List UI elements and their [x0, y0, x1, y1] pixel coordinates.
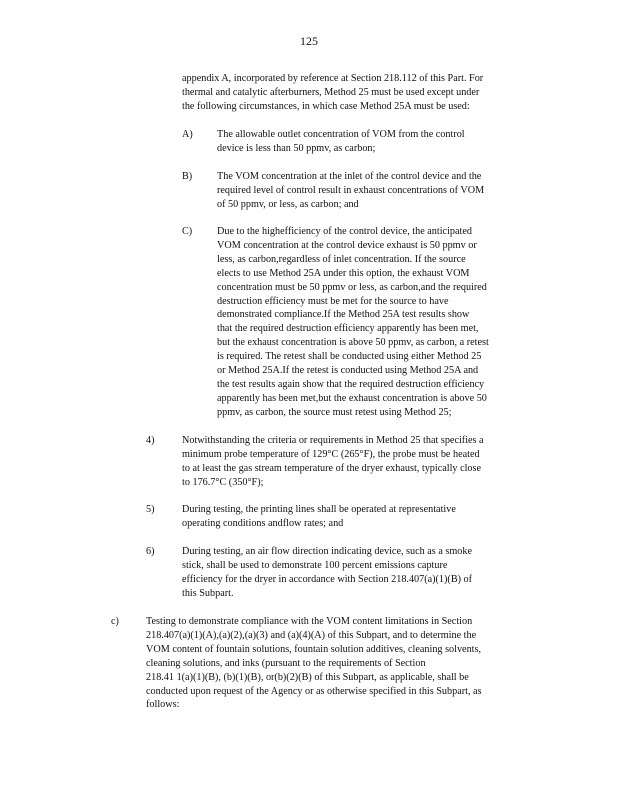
text-line: to at least the gas stream temperature of the dryer exhaust, typically close [182, 462, 482, 474]
text-line: stick, shall be used to demonstrate 100 percent emissions capture [182, 559, 448, 571]
text-line: conducted upon request of the Agency or as otherwise specified in this Subpart, as [146, 685, 482, 697]
text-line: operating conditions andflow rates; and [182, 517, 344, 529]
text-line: demonstrated compliance.If the Method 25A test results show [217, 309, 470, 321]
text-line: Notwithstanding the criteria or requirements in Method 25 that specifies a [182, 435, 484, 446]
page-number: 125 [300, 34, 318, 48]
text-line: but the exhaust concentration is above 50 ppmv, as carbon, a retest [217, 337, 489, 349]
intro-paragraph [182, 72, 538, 114]
item-c-section-text [146, 615, 536, 712]
text-line: elects to use Method 25A under this option, the exhaust VOM [217, 267, 470, 279]
item-4-text [182, 434, 540, 490]
text-line: Due to the highefficiency of the control device, the anticipated [217, 226, 472, 237]
text-line: the following circumstances, in which case Method 25A must be used: [182, 100, 470, 112]
text-line: ppmv, as carbon, the source must retest using Method 25; [217, 406, 452, 418]
text-line: During testing, an air flow direction indicating device, such as a smoke [182, 546, 472, 557]
text-line: this Subpart. [182, 587, 234, 599]
text-line: appendix A, incorporated by reference at Section 218.112 of this Part. For [182, 73, 484, 84]
item-6-text [182, 545, 527, 601]
text-line: that the required destruction efficiency apparently has been met, [217, 323, 479, 335]
text-line: thermal and catalytic afterburners, Method 25 must be used except under [182, 86, 480, 98]
text-line: required level of control result in exhaust concentrations of VOM [217, 184, 485, 196]
item-b-text [217, 170, 530, 212]
item-a-text [217, 128, 507, 156]
text-line: or Method 25A.If the retest is conducted using Method 25A and [217, 365, 479, 377]
text-line: cleaning solutions, and inks (pursuant to the requirements of Section [146, 657, 426, 669]
item-5-text [182, 503, 502, 531]
text-line: of 50 ppmv, or less, as carbon; and [217, 198, 359, 210]
item-label-c: C) [182, 226, 193, 237]
text-line: 218.407(a)(1)(A),(a)(2),(a)(3) and (a)(4)(A) of this Subpart, and to determine the [146, 629, 477, 641]
item-label-c-section: c) [111, 616, 119, 627]
text-line: concentration must be 50 ppmv or less, as carbon,and the required [217, 281, 487, 293]
text-line: to 176.7°C (350°F); [182, 476, 264, 488]
item-label-b: B) [182, 171, 193, 182]
text-line: is required. The retest shall be conducted using either Method 25 [217, 351, 482, 363]
item-c-text [217, 225, 539, 420]
item-label-5: 5) [146, 504, 155, 515]
text-line: destruction efficiency must be met for the source to have [217, 295, 449, 307]
item-label-a: A) [182, 129, 193, 140]
text-line: Testing to demonstrate compliance with the VOM content limitations in Section [146, 616, 473, 627]
text-line: The VOM concentration at the inlet of the control device and the [217, 171, 482, 182]
text-line: less, as carbon,regardless of inlet concentration. If the source [217, 253, 466, 265]
text-line: efficiency for the dryer in accordance with Section 218.407(a)(1)(B) of [182, 573, 473, 585]
text-line: device is less than 50 ppmv, as carbon; [217, 142, 376, 154]
text-line: 218.41 1(a)(1)(B), (b)(1)(B), or(b)(2)(B) of this Subpart, as applicable, shall be [146, 671, 469, 683]
item-label-4: 4) [146, 435, 155, 446]
text-line: the test results again show that the required destruction efficiency [217, 378, 485, 390]
text-line: VOM content of fountain solutions, fountain solution additives, cleaning solvents, [146, 643, 482, 655]
text-line: VOM concentration at the control device exhaust is 50 ppmv or [217, 239, 477, 251]
item-label-6: 6) [146, 546, 155, 557]
text-line: The allowable outlet concentration of VOM from the control [217, 129, 465, 140]
text-line: follows: [146, 699, 180, 711]
text-line: apparently has been met,but the exhaust concentration is above 50 [217, 392, 487, 404]
text-line: minimum probe temperature of 129°C (265°F), the probe must be heated [182, 448, 480, 460]
text-line: During testing, the printing lines shall be operated at representative [182, 504, 456, 515]
